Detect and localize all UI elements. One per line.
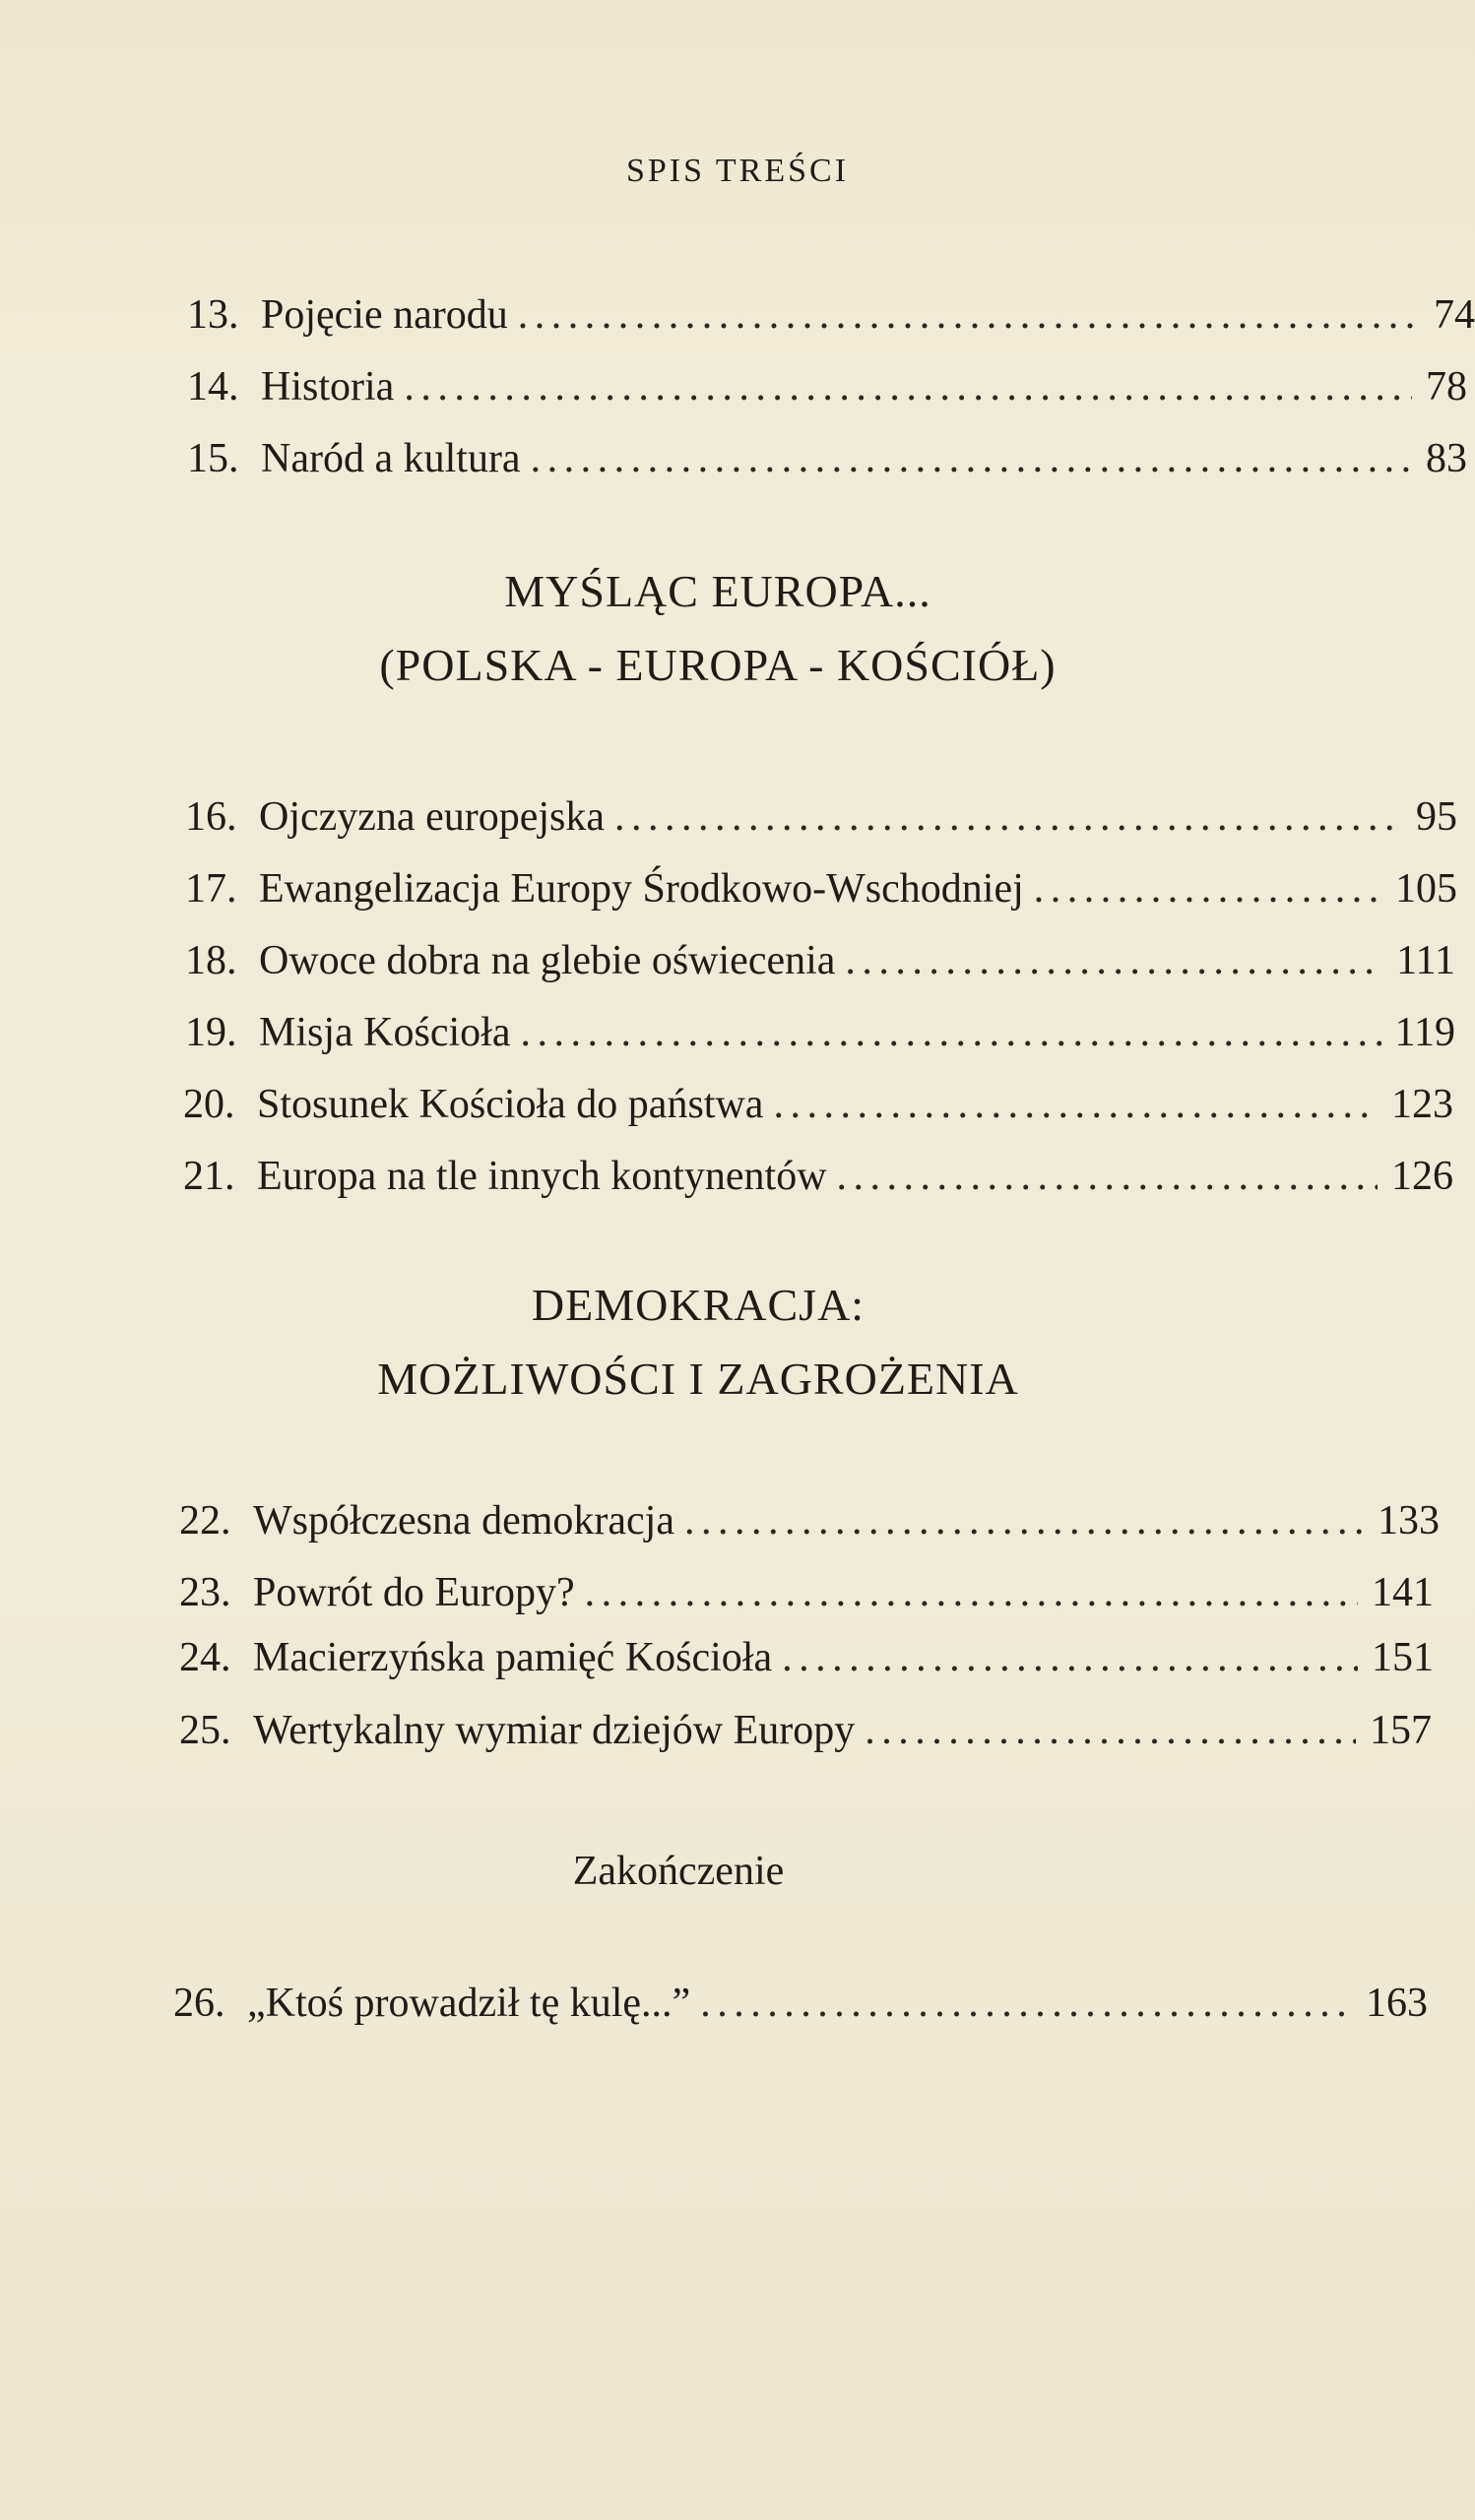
entry-page: 74: [1434, 292, 1475, 338]
entry-number: 13.: [187, 292, 239, 338]
section-heading-line: Zakończenie: [572, 1849, 785, 1894]
entry-title: Europa na tle innych kontynentów: [257, 1154, 827, 1199]
toc-entry: [185, 859, 1457, 918]
entry-number: 19.: [185, 1010, 237, 1055]
entry-title: Pojęcie narodu: [261, 292, 508, 338]
entry-title: „Ktoś prowadził tę kulę...”: [247, 1981, 691, 2026]
leader-dots: [404, 357, 1412, 416]
leader-dots: [518, 285, 1420, 345]
leader-dots: [684, 1491, 1364, 1550]
entry-title: Współczesna demokracja: [253, 1498, 674, 1544]
toc-entry: [183, 1147, 1453, 1206]
toc-entry: [185, 788, 1457, 847]
leader-dots: [782, 1628, 1358, 1687]
entry-page: 111: [1396, 938, 1455, 983]
entry-title: Stosunek Kościoła do państwa: [257, 1082, 764, 1127]
toc-entry: [179, 1491, 1440, 1550]
entry-number: 20.: [183, 1082, 235, 1127]
toc-entry: [185, 931, 1455, 990]
entry-title: Owoce dobra na glebie oświecenia: [259, 938, 836, 983]
entry-page: 119: [1394, 1010, 1455, 1055]
leader-dots: [773, 1075, 1378, 1134]
leader-dots: [531, 429, 1412, 488]
entry-number: 18.: [185, 938, 237, 983]
entry-page: 157: [1370, 1708, 1432, 1753]
entry-title: Powrót do Europy?: [253, 1570, 575, 1615]
entry-title: Misja Kościoła: [259, 1010, 511, 1055]
entry-title: Ewangelizacja Europy Środkowo-Wschodniej: [259, 866, 1024, 912]
entry-page: 151: [1372, 1635, 1434, 1680]
leader-dots: [865, 1701, 1356, 1760]
leader-dots: [585, 1563, 1358, 1622]
entry-title: Historia: [261, 364, 395, 410]
toc-entry: [187, 285, 1475, 345]
entry-page: 105: [1395, 866, 1457, 912]
entry-title: Macierzyńska pamięć Kościoła: [253, 1635, 773, 1680]
running-head: SPIS TREŚCI: [625, 153, 850, 189]
entry-number: 21.: [183, 1154, 235, 1199]
entry-page: 78: [1426, 364, 1467, 410]
entry-title: Naród a kultura: [261, 436, 521, 481]
toc-entry: [183, 1075, 1453, 1134]
entry-number: 16.: [185, 794, 237, 840]
entry-number: 24.: [179, 1635, 231, 1680]
toc-entry: [185, 1003, 1455, 1062]
toc-entry: [187, 429, 1467, 488]
toc-entry: [187, 357, 1467, 416]
toc-entry: [173, 1974, 1428, 2033]
entry-page: 163: [1366, 1981, 1428, 2026]
entry-number: 15.: [187, 436, 239, 481]
leader-dots: [700, 1974, 1352, 2033]
leader-dots: [845, 931, 1382, 990]
section-heading-line: MOŻLIWOŚCI I ZAGROŻENIA: [377, 1354, 1019, 1404]
toc-entry: [179, 1701, 1432, 1760]
entry-number: 17.: [185, 866, 237, 912]
entry-title: Wertykalny wymiar dziejów Europy: [253, 1708, 856, 1753]
entry-page: 123: [1391, 1082, 1453, 1127]
section-heading-line: (POLSKA - EUROPA - KOŚCIÓŁ): [379, 640, 1057, 690]
section-heading-line: MYŚLĄC EUROPA...: [504, 566, 931, 616]
entry-number: 26.: [173, 1981, 225, 2026]
entry-number: 14.: [187, 364, 239, 410]
leader-dots: [520, 1003, 1380, 1062]
entry-page: 141: [1372, 1570, 1434, 1615]
section-heading-line: DEMOKRACJA:: [531, 1280, 866, 1330]
toc-entry: [179, 1628, 1434, 1687]
entry-title: Ojczyzna europejska: [259, 794, 605, 840]
leader-dots: [1034, 859, 1381, 918]
toc-entry: [179, 1563, 1434, 1622]
entry-number: 25.: [179, 1708, 231, 1753]
entry-page: 126: [1391, 1154, 1453, 1199]
entry-page: 95: [1416, 794, 1457, 840]
leader-dots: [837, 1147, 1378, 1206]
entry-page: 83: [1426, 436, 1467, 481]
entry-number: 22.: [179, 1498, 231, 1544]
leader-dots: [614, 788, 1402, 847]
entry-number: 23.: [179, 1570, 231, 1615]
entry-page: 133: [1378, 1498, 1440, 1544]
